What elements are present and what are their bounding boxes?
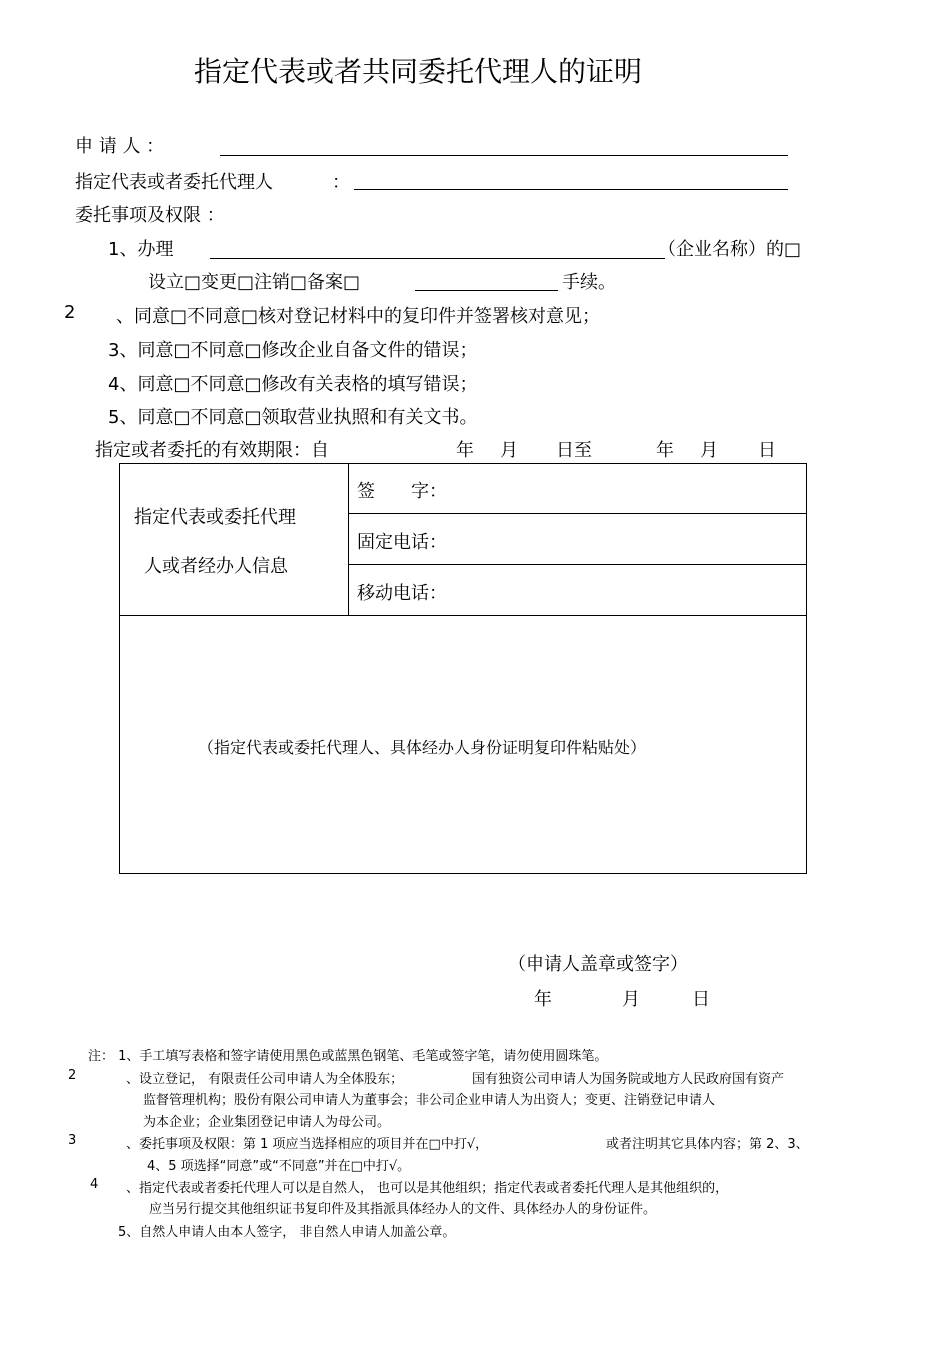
sign-field[interactable] bbox=[460, 468, 800, 508]
table-left-label-1: 指定代表或委托代理 bbox=[134, 507, 296, 528]
table-row-line bbox=[348, 564, 807, 565]
applicant-field[interactable] bbox=[220, 155, 788, 156]
validity-day2: 日 bbox=[758, 440, 776, 461]
note-5: 5、自然人申请人由本人签字， 非自然人申请人加盖公章。 bbox=[118, 1225, 456, 1240]
agent-field[interactable] bbox=[354, 189, 788, 190]
agent-colon: ： bbox=[332, 172, 350, 193]
note-3-number: 3 bbox=[68, 1133, 77, 1148]
item3-text: 3、同意□不同意□修改企业自备文件的错误； bbox=[108, 340, 478, 361]
note-4-line2: 应当另行提交其他组织证书复印件及其指派具体经办人的文件、具体经办人的身份证件。 bbox=[149, 1202, 657, 1217]
item1-prefix: 1、办理 bbox=[108, 239, 174, 260]
applicant-stamp-label: （申请人盖章或签字） bbox=[508, 954, 688, 975]
other-procedure-field[interactable] bbox=[415, 290, 558, 291]
table-left-label-2: 人或者经办人信息 bbox=[144, 556, 288, 577]
item5-text: 5、同意□不同意□领取营业执照和有关文书。 bbox=[108, 407, 478, 428]
scope-label: 委托事项及权限 ： bbox=[75, 205, 225, 226]
phone-field[interactable] bbox=[460, 518, 800, 558]
mobile-field[interactable] bbox=[460, 569, 800, 609]
validity-label: 指定或者委托的有效期限：自 bbox=[95, 440, 329, 461]
item1-line2-suffix: 手续。 bbox=[562, 272, 616, 293]
phone-label: 固定电话： bbox=[357, 532, 447, 553]
table-divider bbox=[348, 463, 349, 615]
validity-month1: 月 bbox=[500, 440, 518, 461]
table-row-line bbox=[348, 513, 807, 514]
validity-year1: 年 bbox=[456, 440, 474, 461]
note-4-number: 4 bbox=[90, 1177, 99, 1192]
mobile-label: 移动电话： bbox=[357, 583, 447, 604]
note-3-line1a: 、委托事项及权限：第 1 项应当选择相应的项目并在□中打√， bbox=[126, 1137, 489, 1152]
item4-text: 4、同意□不同意□修改有关表格的填写错误； bbox=[108, 374, 478, 395]
note-2-line3: 为本企业；企业集团登记申请人为母公司。 bbox=[143, 1115, 391, 1130]
item2-text: 、同意□不同意□核对登记材料中的复印件并签署核对意见； bbox=[116, 306, 601, 327]
validity-day-to: 日至 bbox=[556, 440, 592, 461]
agent-label: 指定代表或者委托代理人 bbox=[75, 172, 273, 193]
validity-year2: 年 bbox=[656, 440, 674, 461]
note-2-line2: 监督管理机构；股份有限公司申请人为董事会；非公司企业申请人为出资人；变更、注销登记申请人 bbox=[143, 1093, 716, 1108]
sign-month: 月 bbox=[622, 989, 640, 1010]
table-row-line bbox=[119, 615, 807, 616]
note-3-line1b: 或者注明其它具体内容；第 2、3、 bbox=[606, 1137, 809, 1152]
note-2-number: 2 bbox=[68, 1068, 77, 1083]
note-1: 注： 1、手工填写表格和签字请使用黑色或蓝黑色钢笔、毛笔或签字笔，请勿使用圆珠笔。 bbox=[88, 1049, 608, 1064]
item1-suffix: （企业名称）的□ bbox=[658, 239, 802, 260]
note-3-line2: 4、5 项选择“同意”或“不同意”并在□中打√。 bbox=[147, 1159, 411, 1174]
id-copy-paste-area: （指定代表或委托代理人、具体经办人身份证明复印件粘贴处） bbox=[198, 738, 647, 757]
validity-month2: 月 bbox=[700, 440, 718, 461]
sign-day: 日 bbox=[692, 989, 710, 1010]
note-2-line1b: 国有独资公司申请人为国务院或地方人民政府国有资产 bbox=[472, 1072, 785, 1087]
sign-label: 签 字： bbox=[357, 481, 447, 502]
company-name-field[interactable] bbox=[210, 258, 665, 259]
page-title: 指定代表或者共同委托代理人的证明 bbox=[194, 55, 643, 88]
item2-number: 2 bbox=[64, 302, 76, 323]
note-4-line1: 、指定代表或者委托代理人可以是自然人， 也可以是其他组织；指定代表或者委托代理人是其他组织的， bbox=[126, 1181, 729, 1196]
item1-options: 设立□变更□注销□备案□ bbox=[148, 272, 361, 293]
sign-year: 年 bbox=[534, 989, 552, 1010]
applicant-label: 申 请 人 ： bbox=[75, 136, 165, 157]
note-2-line1a: 、设立登记， 有限责任公司申请人为全体股东； bbox=[126, 1072, 404, 1087]
